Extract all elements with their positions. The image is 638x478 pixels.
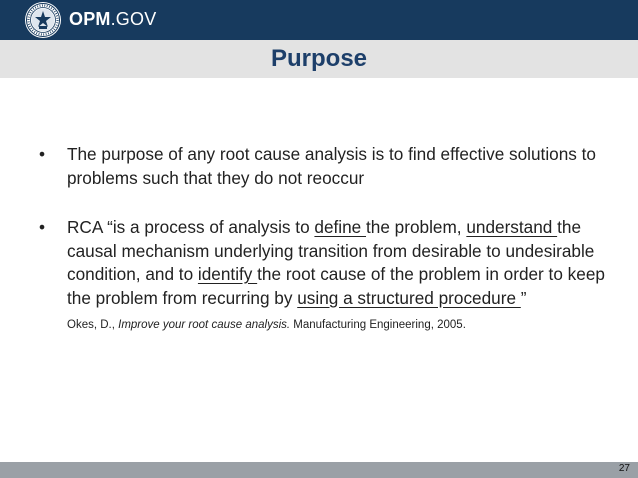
underlined-identify: identify: [197, 264, 258, 284]
brand-bold: OPM: [69, 9, 111, 29]
bullet-text-part: the root cause of the problem in order to keep the problem from recurring by: [67, 264, 605, 308]
slide-title: [0, 45, 638, 73]
citation-title: Improve your root cause analysis.: [118, 319, 291, 331]
page-number: 27: [618, 463, 630, 474]
bullet-text-part: the causal mechanism underlying transition from desirable to undesirable condition, and to: [67, 217, 595, 284]
footer-bar: [0, 462, 638, 478]
brand-logo-text[interactable]: [69, 9, 156, 30]
citation-source: Manufacturing Engineering, 2005.: [290, 319, 466, 331]
underlined-understand: understand: [466, 217, 558, 237]
bullet-dot: •: [39, 144, 46, 164]
bullet-text-part: ”: [520, 287, 527, 308]
brand-domain: .GOV: [110, 9, 157, 29]
bullet-item: [39, 216, 609, 310]
slide-title-text: Purpose: [270, 45, 368, 72]
underlined-procedure: using a structured procedure: [297, 287, 521, 308]
bullet-text: The purpose of any root cause analysis is to find effective solutions to problems such that they do not reoccur: [67, 144, 596, 188]
citation: [39, 317, 609, 333]
bullet-dot: •: [39, 217, 46, 237]
bullet-item: [39, 143, 609, 190]
citation-author: Okes, D.,: [67, 319, 119, 331]
bullet-text-part: the problem,: [366, 217, 467, 237]
slide-body: [39, 143, 609, 333]
bullet-text-part: RCA “is a process of analysis to: [67, 217, 315, 237]
header-bar: [0, 0, 638, 40]
underlined-define: define: [314, 217, 367, 237]
opm-seal-icon: [24, 1, 62, 39]
